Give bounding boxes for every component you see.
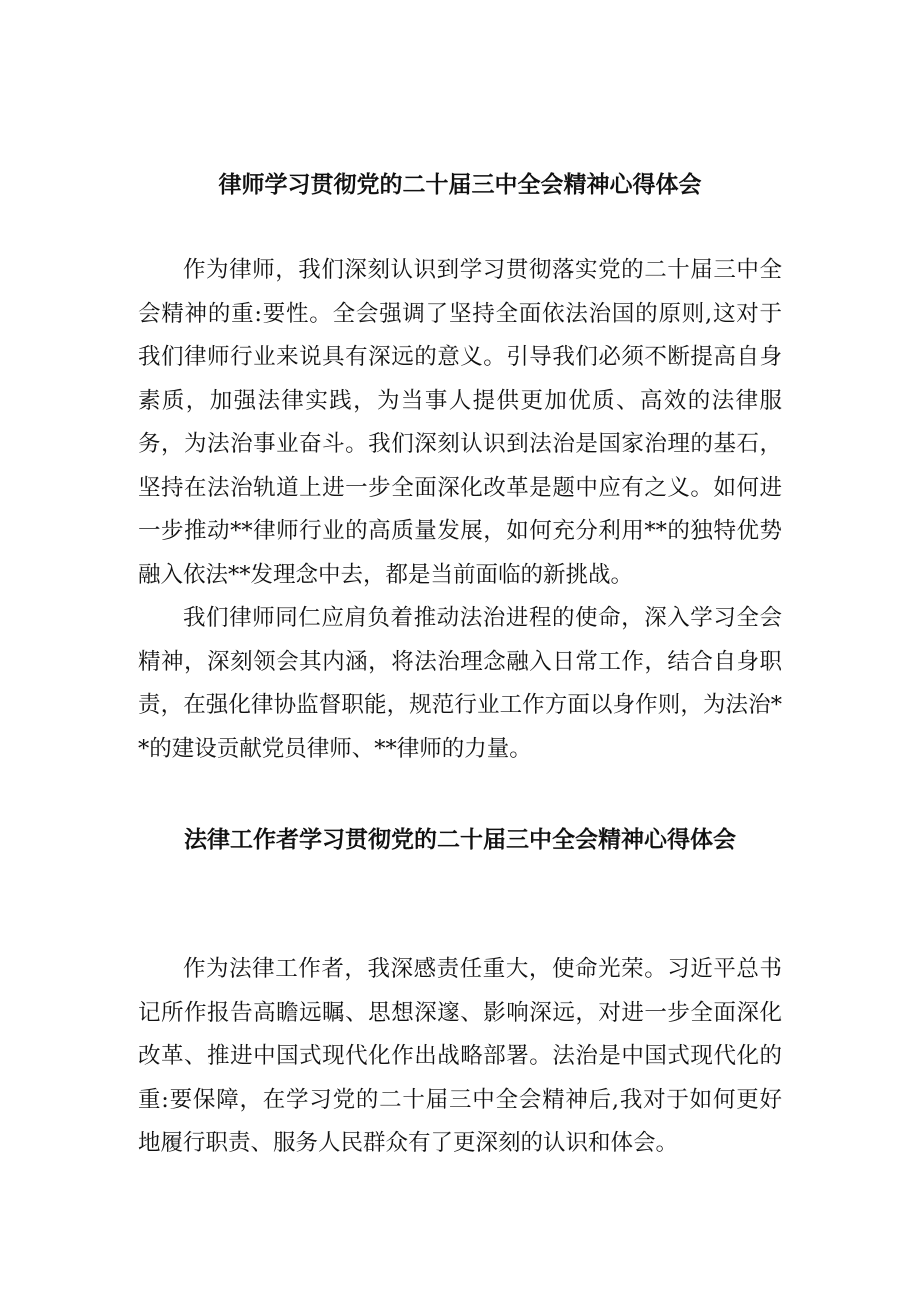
paragraph-legal-worker-1: 作为法律工作者，我深感责任重大，使命光荣。习近平总书记所作报告高瞻远瞩、思想深邃、影响深远，对进一步全面深化改革、推进中国式现代化作出战略部署。法治是中国式现代化的重:要保障，在学习党的二十届三中全会精神后,我对于如何更好地履行职责、服务人民群众有了更深刻的认识和体会。	[138, 956, 782, 1156]
paragraph-lawyer-2: 我们律师同仁应肩负着推动法治进程的使命，深入学习全会精神，深刻领会其内涵，将法治理念融入日常工作，结合自身职责，在强化律协监督职能，规范行业工作方面以身作则，为法治**的建设贡献党员律师、**律师的力量。	[138, 605, 782, 762]
paragraph-lawyer-1: 作为律师，我们深刻认识到学习贯彻落实党的二十届三中全会精神的重:要性。全会强调了坚持全面依法治国的原则,这对于我们律师行业来说具有深远的意义。引导我们必须不断提高自身素质，加强法律实践，为当事人提供更加优质、高效的法律服务，为法治事业奋斗。我们深刻认识到法治是国家治理的基石，坚持在法治轨道上进一步全面深化改革是题中应有之义。如何进一步推动**律师行业的高质量发展，如何充分利用**的独特优势融入依法**发理念中去，都是当前面临的新挑战。	[138, 257, 782, 588]
section-title-lawyer: 律师学习贯彻党的二十届三中全会精神心得体会	[218, 171, 702, 198]
section-title-legal-worker: 法律工作者学习贯彻党的二十届三中全会精神心得体会	[184, 826, 736, 853]
